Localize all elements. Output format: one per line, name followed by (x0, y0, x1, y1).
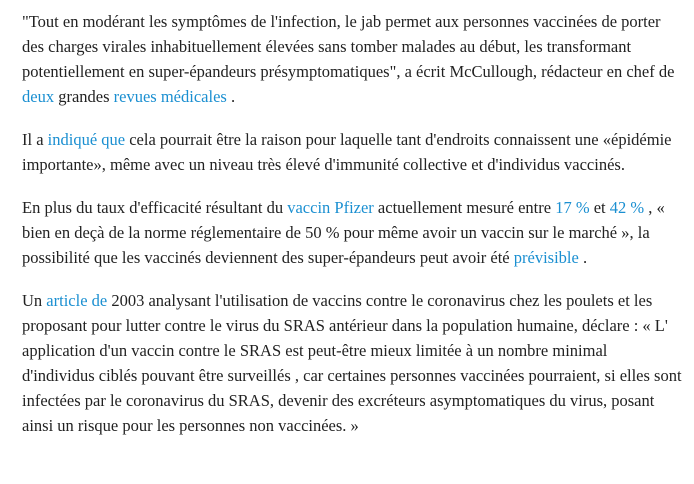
paragraph-text: actuellement mesuré entre (373, 198, 556, 217)
paragraph-text: cela pourrait être la raison pour laquelle tant d'endroits connaissent une «épidémie importante», même avec un niveau très élevé d'immunité collective et d'individus vaccinés. (22, 130, 672, 174)
paragraph-text: Il a (22, 130, 48, 149)
paragraph-text: grandes (54, 87, 114, 106)
inline-link[interactable]: indiqué que (47, 130, 126, 149)
article-paragraph (22, 127, 684, 177)
paragraph-text: , « bien en deçà de la norme réglementaire de 50 % pour même avoir un vaccin sur le marché », la possibilité que les vaccinés deviennent des super-épandeurs peut avoir été (22, 198, 665, 267)
article-paragraph (22, 288, 684, 438)
inline-link[interactable]: 17 % (555, 198, 590, 217)
paragraph-text: . (226, 87, 236, 106)
paragraph-text: et (589, 198, 610, 217)
inline-link[interactable]: vaccin Pfizer (287, 198, 374, 217)
inline-link[interactable]: 42 % (609, 198, 645, 217)
paragraph-text: 2003 analysant l'utilisation de vaccins contre le coronavirus chez les poulets et les proposant pour lutter contre le virus du SRAS antérieur dans la population humaine, déclare : « L' application d'un vaccin contre le SRAS est peut-être mieux limitée à un nombre minimal d'individus ciblés pouvant être surveillés , car certaines personnes vaccinées pourraient, si elles sont infectées par le coronavirus du SRAS, devenir des excréteurs asymptomatiques du virus, posant ainsi un risque pour les personnes non vaccinées. » (22, 291, 682, 435)
inline-link[interactable]: prévisible (513, 248, 579, 267)
inline-link[interactable]: article de (46, 291, 108, 310)
article-paragraph (22, 195, 684, 270)
paragraph-text: En plus du taux d'efficacité résultant du (22, 198, 288, 217)
inline-link[interactable]: deux (22, 87, 55, 106)
article-paragraph (22, 9, 684, 109)
inline-link[interactable]: revues médicales (113, 87, 227, 106)
paragraph-text: . (578, 248, 588, 267)
paragraph-text: "Tout en modérant les symptômes de l'infection, le jab permet aux personnes vaccinées de porter des charges virales inhabituellement élevées sans tomber malades au début, les transformant potentiellement en super-épandeurs présymptomatiques", a écrit McCullough, rédacteur en chef de (22, 12, 675, 81)
paragraph-text: Un (22, 291, 47, 310)
article-body (22, 9, 684, 456)
